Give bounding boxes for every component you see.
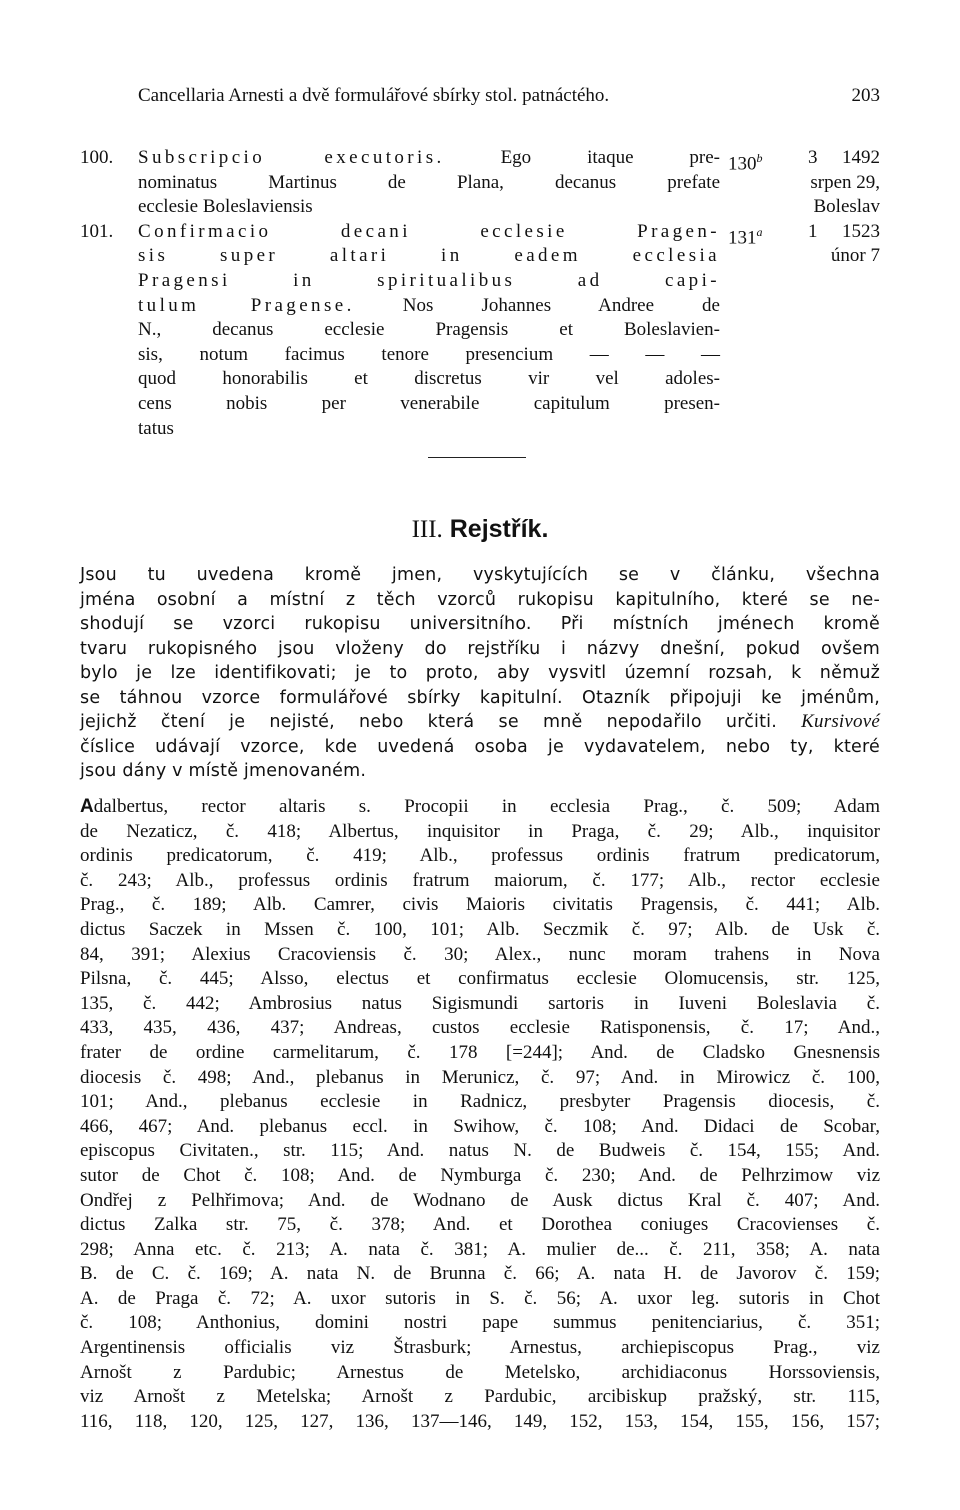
entry-100 bbox=[80, 146, 880, 220]
entry-line: cens nobis per venerabile capitulum presen- bbox=[138, 392, 720, 414]
index-entries bbox=[80, 795, 880, 1434]
index-line: Arnošt z Pardubic; Arnestus de Metelsko, archidiaconus Horssoviensis, bbox=[80, 1361, 880, 1383]
index-line: A. de Praga č. 72; A. uxor sutoris in S. č. 56; A. uxor leg. sutoris in Chot bbox=[80, 1287, 880, 1309]
index-line: 433, 435, 436, 437; Andreas, custos ecclesie Ratisponensis, č. 17; And., bbox=[80, 1017, 880, 1039]
index-line: frater de ordine carmelitarum, č. 178 [=244]; And. de Cladsko Gnesnensis bbox=[80, 1041, 880, 1063]
entry-101 bbox=[80, 220, 880, 441]
entry-text bbox=[138, 220, 720, 441]
index-line: diocesis č. 498; And., plebanus in Merunicz, č. 97; And. in Mirowicz č. 100, bbox=[80, 1066, 880, 1088]
section-heading bbox=[0, 514, 960, 545]
formulary-entries bbox=[80, 146, 880, 441]
entry-number: 100. bbox=[80, 147, 114, 168]
folio-reference: 130$^b$ bbox=[728, 151, 763, 175]
index-line: ordinis predicatorum, č. 419; Alb., professus ordinis fratrum predicatorum, bbox=[80, 845, 880, 867]
entry-count: 3 bbox=[808, 147, 818, 168]
index-line: B. de C. č. 169; A. nata N. de Brunna č. 66; A. nata H. de Javorov č. 159; bbox=[80, 1263, 880, 1285]
entry-date: 1492 srpen 29, Boleslav bbox=[810, 147, 880, 218]
entry-line: nominatus Martinus de Plana, decanus prefate bbox=[138, 171, 720, 193]
index-line: Adalbertus, rector altaris s. Procopii in ecclesia Prag., č. 509; Adam bbox=[80, 796, 880, 817]
index-line: 101; And., plebanus ecclesie in Radnicz, presbyter Pragensis diocesis, č. bbox=[80, 1091, 880, 1113]
index-line: 298; Anna etc. č. 213; A. nata č. 381; A. mulier de... č. 211, 358; A. nata bbox=[80, 1238, 880, 1260]
entry-heading: Confirmacio decani ecclesie Pragen- bbox=[138, 220, 720, 242]
index-line: Argentinensis officialis viz Štrasburk; Arnestus, archiepiscopus Prag., viz bbox=[80, 1337, 880, 1359]
index-line: Pilsna, č. 445; Alsso, electus et confirmatus ecclesie Olomucensis, str. 125, bbox=[80, 968, 880, 990]
index-line: č. 108; Anthonius, domini nostri pape summus penitenciarius, č. 351; bbox=[80, 1312, 880, 1334]
index-line: Ondřej z Pelhřimova; And. de Wodnano de Ausk dictus Kral č. 407; And. bbox=[80, 1189, 880, 1211]
index-line: dictus Zalka str. 75, č. 378; And. et Dorothea coniuges Cracovienses č. bbox=[80, 1214, 880, 1236]
intro-line: jejichž čtení je nejisté, nebo která se mně nepodařilo určiti. Kursivové bbox=[80, 711, 880, 732]
index-line: episcopus Civitaten., str. 115; And. natus N. de Budweis č. 154, 155; And. bbox=[80, 1140, 880, 1162]
intro-line: jsou dány v místě jmenovaném. bbox=[80, 761, 367, 781]
entry-number: 101. bbox=[80, 220, 114, 242]
intro-line: Jsou tu uvedena kromě jmen, vyskytujících se v článku, všechna bbox=[80, 565, 880, 585]
section-number: III. bbox=[411, 516, 443, 543]
index-initial-letter: A bbox=[80, 796, 94, 817]
index-line: Prag., č. 189; Alb. Camrer, civis Maioris civitatis Pragensis, č. 441; Alb. bbox=[80, 894, 880, 916]
entry-text bbox=[138, 146, 720, 220]
index-line: 466, 467; And. plebanus eccl. in Swihow, č. 108; And. Didaci de Scobar, bbox=[80, 1115, 880, 1137]
intro-line: jména osobní a místní z těch vzorců rukopisu kapitulního, které se ne- bbox=[80, 589, 880, 610]
index-line: 84, 391; Alexius Cracoviensis č. 30; Alex., nunc moram trahens in Nova bbox=[80, 943, 880, 965]
entry-line: ecclesie Boleslaviensis bbox=[138, 196, 313, 218]
entry-heading: Subscripcio executoris. bbox=[138, 147, 445, 168]
page-number: 203 bbox=[851, 85, 880, 106]
section-title: Rejstřík. bbox=[449, 515, 549, 543]
index-introduction bbox=[80, 563, 880, 784]
folio-reference: 131$^a$ bbox=[728, 224, 763, 249]
index-line: dictus Saczek in Mssen č. 100, 101; Alb. Seczmik č. 97; Alb. de Usk č. bbox=[80, 918, 880, 940]
running-title: Cancellaria Arnesti a dvě formulářové sbírky stol. patnáctého. bbox=[138, 85, 610, 106]
entry-heading: Pragensi in spiritualibus ad capi- bbox=[138, 269, 720, 291]
intro-line: se táhnou vzorce formulářové sbírky kapitulní. Otazník připojuji ke jménům, bbox=[80, 687, 880, 708]
section-divider bbox=[428, 457, 526, 458]
index-line: č. 243; Alb., professus ordinis fratrum maiorum, č. 177; Alb., rector ecclesie bbox=[80, 869, 880, 891]
intro-line: bylo je lze identifikovati; je to proto, aby vysvitl územní rozsah, k němuž bbox=[80, 663, 880, 683]
index-line: sutor de Chot č. 108; And. de Nymburga č. 230; And. de Pelhrzimow viz bbox=[80, 1164, 880, 1186]
entry-line: quod honorabilis et discretus vir vel adoles- bbox=[138, 368, 720, 390]
running-header bbox=[138, 84, 880, 108]
entry-count: 1 bbox=[808, 220, 818, 242]
italic-term: Kursivové bbox=[801, 711, 880, 732]
intro-line: tvaru rukopisného jsou vloženy do rejstříku i názvy dnešní, pokud ovšem bbox=[80, 638, 880, 659]
index-line: viz Arnošt z Metelska; Arnošt z Pardubic, arcibiskup pražský, str. 115, bbox=[80, 1386, 880, 1408]
entry-date: 1523 únor 7 bbox=[830, 220, 880, 267]
index-line: 116, 118, 120, 125, 127, 136, 137—146, 149, 152, 153, 154, 155, 156, 157; bbox=[80, 1410, 880, 1432]
entry-line: sis, notum facimus tenore presencium — — — bbox=[138, 343, 720, 365]
entry-line: tulum Pragense. Nos Johannes Andree de bbox=[138, 294, 720, 316]
entry-heading: sis super altari in eadem ecclesia bbox=[138, 245, 720, 267]
entry-line: Subscripcio executoris. Ego itaque pre- bbox=[138, 147, 720, 168]
entry-line: N., decanus ecclesie Pragensis et Boleslavien- bbox=[138, 319, 720, 341]
index-line: de Nezaticz, č. 418; Albertus, inquisitor in Praga, č. 29; Alb., inquisitor bbox=[80, 820, 880, 842]
intro-line: shodují se vzorci rukopisu universitního. Při místních jménech kromě bbox=[80, 614, 880, 634]
intro-line: číslice udávají vzorce, kde uvedená osoba je vydavatelem, nebo ty, které bbox=[80, 736, 880, 757]
entry-line: tatus bbox=[138, 417, 174, 439]
index-line: 135, č. 442; Ambrosius natus Sigismundi sartoris in Iuveni Boleslavia č. bbox=[80, 992, 880, 1014]
